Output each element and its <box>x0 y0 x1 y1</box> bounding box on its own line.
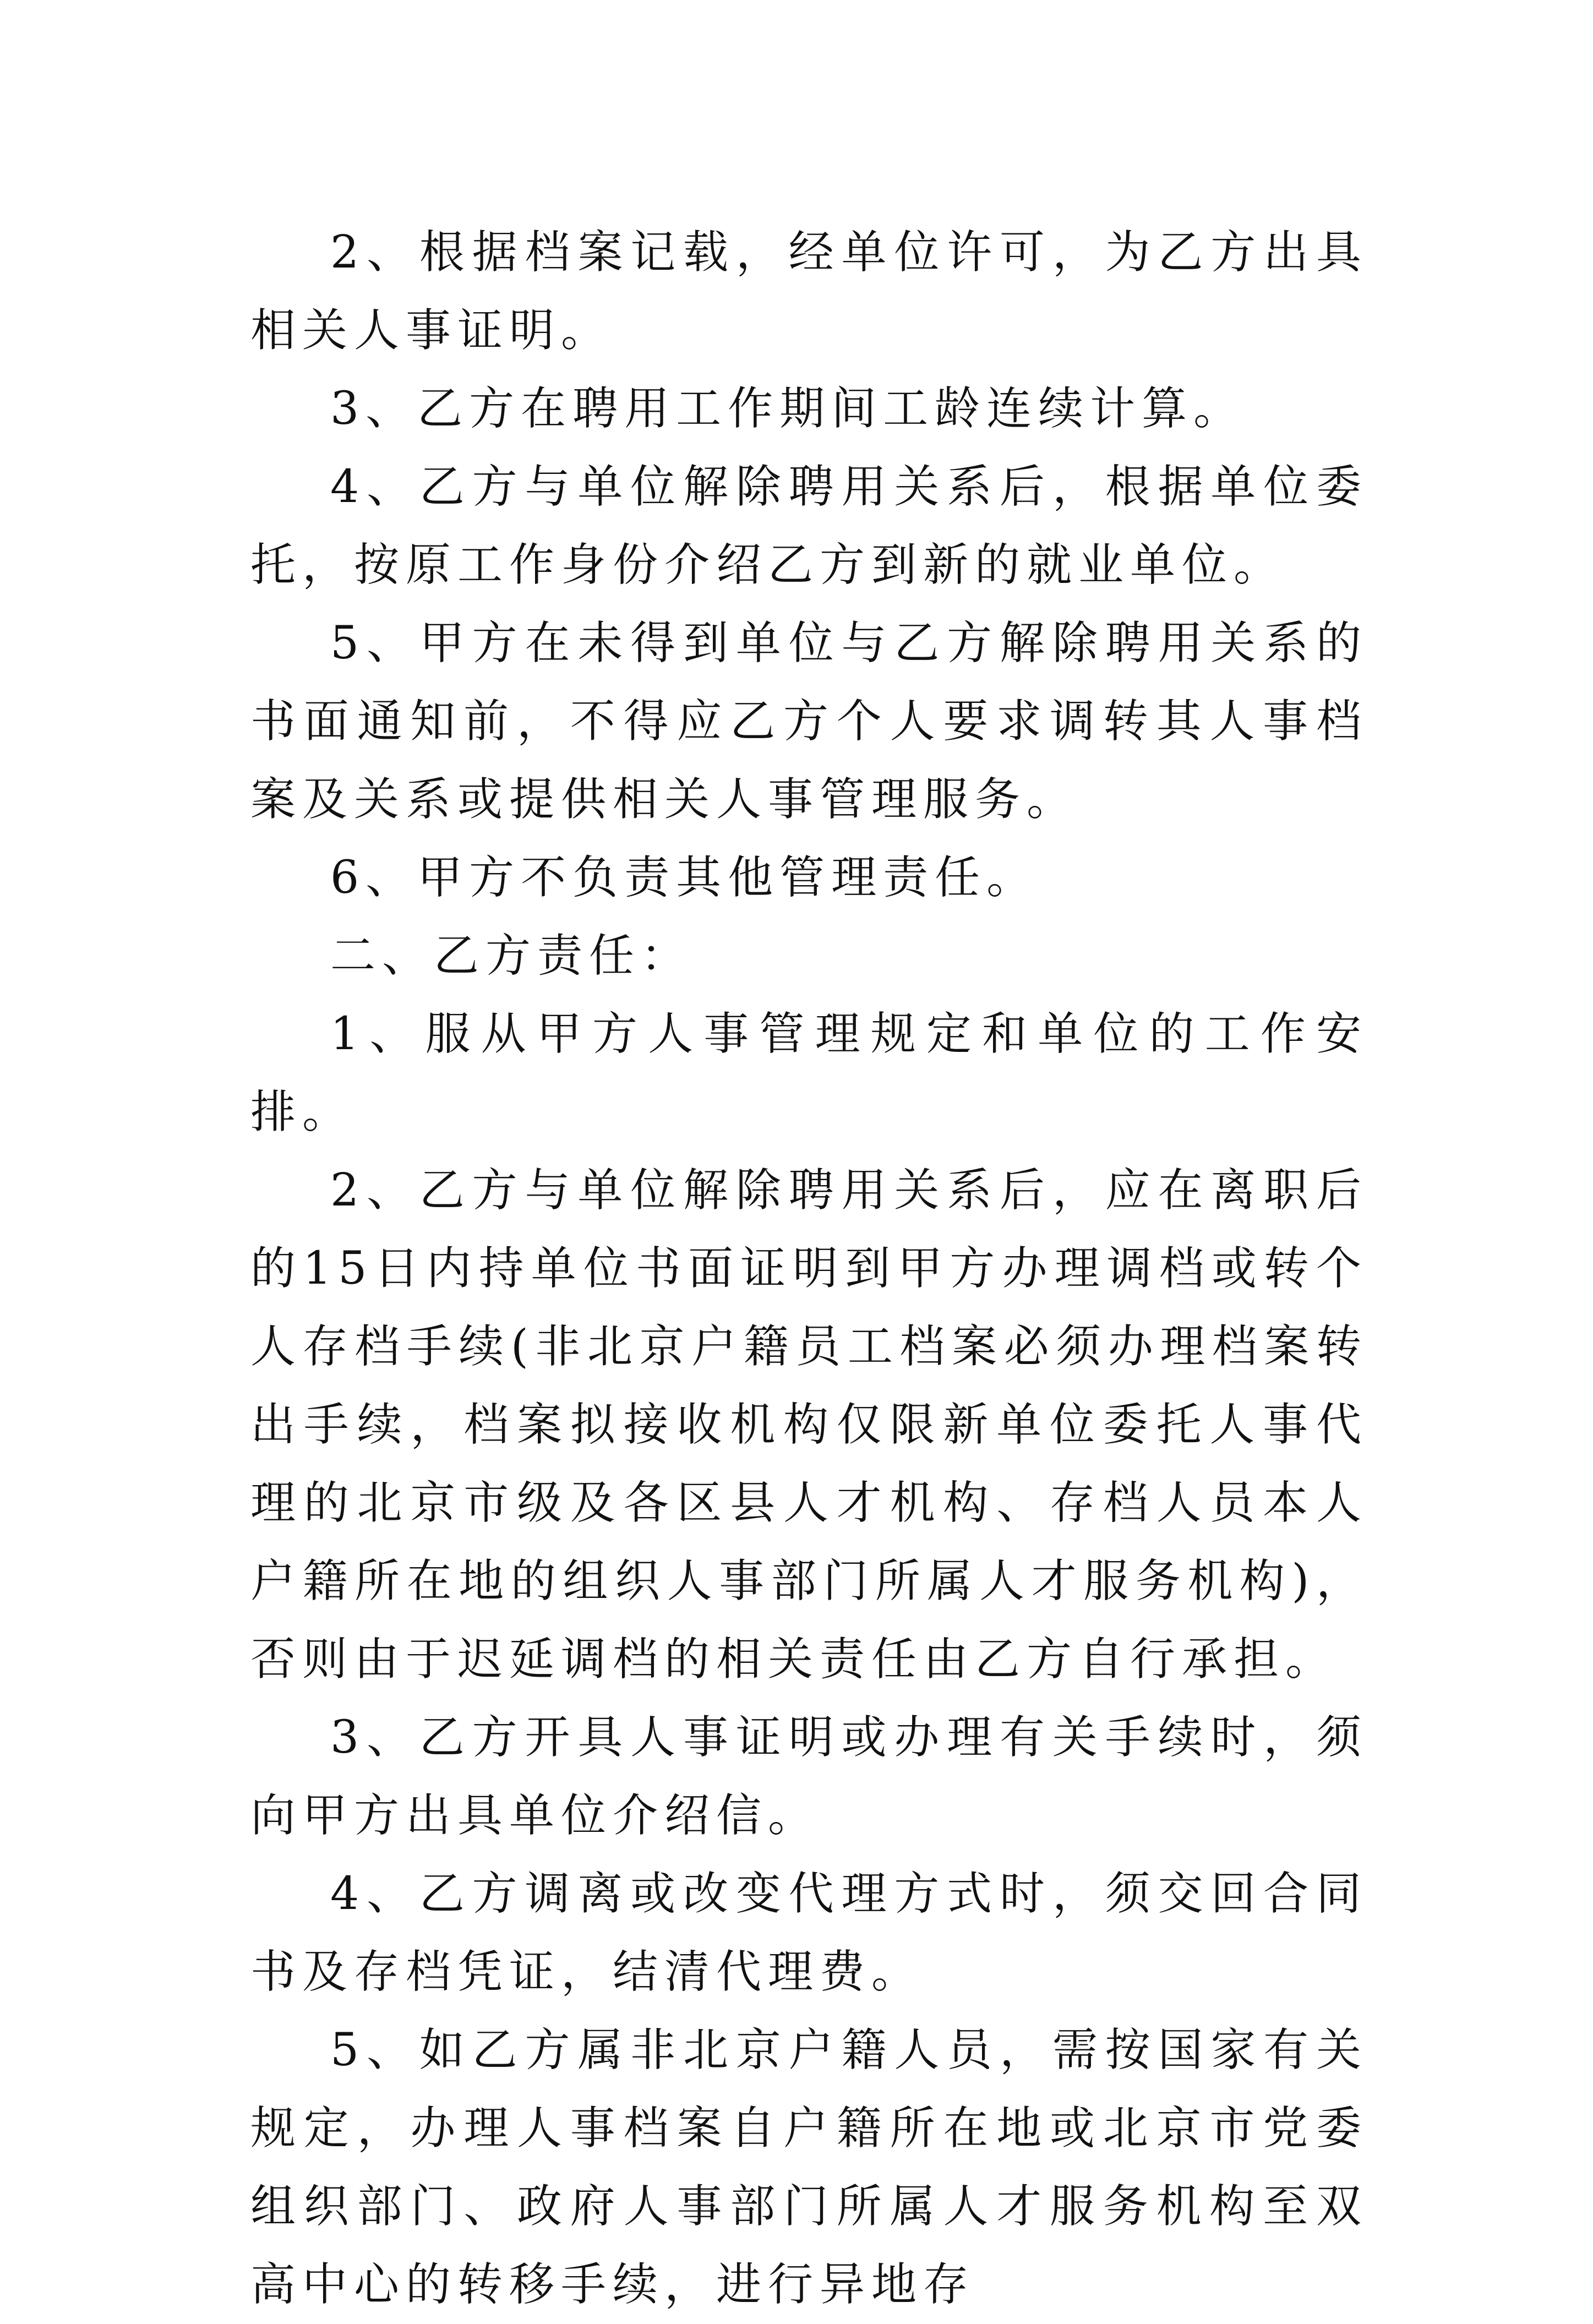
section-heading-party-b: 二、乙方责任： <box>330 930 693 982</box>
paragraph-clause-a5: 5、甲方在未得到单位与乙方解除聘用关系的书面通知前，不得应乙方个人要求调转其人事档案及关系或提供相关人事管理服务。 <box>250 617 1368 826</box>
paragraph-clause-b5: 5、如乙方属非北京户籍人员，需按国家有关规定，办理人事档案自户籍所在地或北京市党委组织部门、政府人事部门所属人才服务机构至双高中心的转移手续，进行异地存 <box>250 2024 1368 2311</box>
document-page <box>250 214 1368 2324</box>
paragraph-clause-b3: 3、乙方开具人事证明或办理有关手续时，须向甲方出具单位介绍信。 <box>250 1711 1368 1842</box>
paragraph-clause-a4: 4、乙方与单位解除聘用关系后，根据单位委托，按原工作身份介绍乙方到新的就业单位。 <box>250 461 1368 591</box>
paragraph-clause-b2: 2、乙方与单位解除聘用关系后，应在离职后的15日内持单位书面证明到甲方办理调档或转个人存档手续(非北京户籍员工档案必须办理档案转出手续，档案拟接收机构仅限新单位委托人事代理的北京市级及各区县人才机构、存档人员本人户籍所在地的组织人事部门所属人才服务机构)，否则由于迟延调档的相关责任由乙方自行承担。 <box>250 1164 1368 1685</box>
paragraph-clause-a2: 2、根据档案记载，经单位许可，为乙方出具相关人事证明。 <box>250 226 1368 357</box>
paragraph-clause-a3: 3、乙方在聘用工作期间工龄连续计算。 <box>330 383 1246 435</box>
paragraph-clause-b1: 1、服从甲方人事管理规定和单位的工作安排。 <box>250 1008 1368 1138</box>
paragraph-clause-a6: 6、甲方不负责其他管理责任。 <box>330 852 1039 904</box>
paragraph-clause-b4: 4、乙方调离或改变代理方式时，须交回合同书及存档凭证，结清代理费。 <box>250 1868 1368 1998</box>
